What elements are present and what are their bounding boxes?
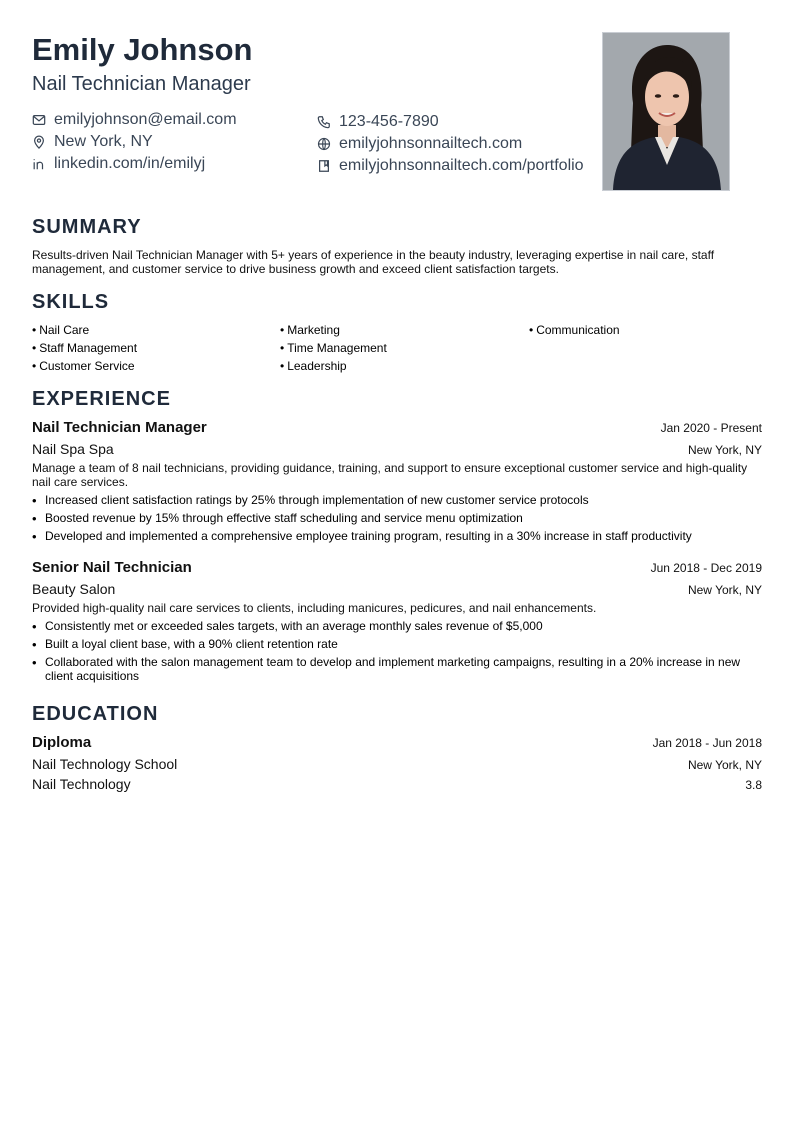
job-company: Nail Spa Spa xyxy=(32,441,114,457)
achievement-item: • Consistently met or exceeded sales targets, with an average monthly sales revenue of $5,000 xyxy=(32,619,762,633)
education-dates: Jan 2018 - Jun 2018 xyxy=(652,736,762,750)
school-location: New York, NY xyxy=(687,758,762,772)
mail-icon xyxy=(32,113,46,127)
skill-item: • Marketing xyxy=(280,323,340,337)
gpa-value: 3.8 xyxy=(745,778,762,792)
skills-grid xyxy=(32,323,762,383)
job-location: New York, NY xyxy=(687,443,762,457)
phone-icon xyxy=(317,115,331,129)
skill-item: • Customer Service xyxy=(32,359,135,373)
job-company: Beauty Salon xyxy=(32,581,116,597)
experience-entry xyxy=(32,559,762,683)
contact-location xyxy=(32,132,153,152)
website-text: emilyjohnsonnailtech.com xyxy=(339,135,523,152)
achievement-item: • Increased client satisfaction ratings by 25% through implementation of new customer service protocols xyxy=(32,493,762,507)
contact-phone[interactable] xyxy=(317,112,439,132)
skills-heading: SKILLS xyxy=(32,291,110,313)
job-title: Nail Technician Manager xyxy=(32,419,207,436)
skill-item: • Time Management xyxy=(280,341,387,355)
location-pin-icon xyxy=(32,135,46,149)
summary-section xyxy=(32,215,762,276)
profile-photo xyxy=(602,32,730,191)
contact-portfolio[interactable] xyxy=(317,156,584,176)
experience-heading: EXPERIENCE xyxy=(32,388,171,410)
achievement-item: • Collaborated with the salon management team to develop and implement marketing campaigns, resulting in a 20% increase in new client acquisitions xyxy=(32,655,762,683)
achievement-item: • Developed and implemented a comprehensive employee training program, resulting in a 30% increase in staff productivity xyxy=(32,529,762,543)
location-text: New York, NY xyxy=(54,133,153,150)
resume-header xyxy=(32,30,762,192)
degree-name: Diploma xyxy=(32,734,92,751)
job-dates: Jun 2018 - Dec 2019 xyxy=(650,561,762,575)
education-heading: EDUCATION xyxy=(32,703,159,725)
job-achievements xyxy=(32,619,762,683)
email-text: emilyjohnson@email.com xyxy=(54,111,237,128)
skill-item: • Nail Care xyxy=(32,323,90,337)
portfolio-icon xyxy=(317,159,331,173)
skills-section xyxy=(32,290,762,383)
linkedin-text: linkedin.com/in/emilyj xyxy=(54,155,206,172)
globe-icon xyxy=(317,137,331,151)
skill-item: • Communication xyxy=(529,323,620,337)
job-title: Senior Nail Technician xyxy=(32,559,192,576)
school-name: Nail Technology School xyxy=(32,756,178,772)
contact-website[interactable] xyxy=(317,134,522,154)
candidate-title: Nail Technician Manager xyxy=(32,73,251,95)
field-of-study: Nail Technology xyxy=(32,776,131,792)
experience-section xyxy=(32,387,762,683)
skill-item: • Staff Management xyxy=(32,341,138,355)
job-dates: Jan 2020 - Present xyxy=(660,421,762,435)
achievement-item: • Built a loyal client base, with a 90% client retention rate xyxy=(32,637,762,651)
job-achievements xyxy=(32,493,762,543)
phone-text: 123-456-7890 xyxy=(339,113,439,130)
job-description: Manage a team of 8 nail technicians, providing guidance, training, and support to ensure exceptional customer service and high-quality nail care services. xyxy=(32,461,748,489)
job-location: New York, NY xyxy=(687,583,762,597)
skill-item: • Leadership xyxy=(280,359,347,373)
summary-text: Results-driven Nail Technician Manager with 5+ years of experience in the beauty industry, leveraging expertise in nail care, staff management, and customer service to drive business growth and exceed client satisfaction targets. xyxy=(32,248,715,276)
resume-page xyxy=(32,30,762,792)
achievement-item: • Boosted revenue by 15% through effective staff scheduling and service menu optimization xyxy=(32,511,762,525)
contact-linkedin[interactable] xyxy=(32,154,205,174)
experience-entry xyxy=(32,419,762,543)
linkedin-icon xyxy=(32,157,46,171)
portfolio-text: emilyjohnsonnailtech.com/portfolio xyxy=(339,157,584,174)
candidate-name: Emily Johnson xyxy=(32,32,253,67)
summary-heading: SUMMARY xyxy=(32,216,142,238)
education-entry xyxy=(32,734,762,793)
contact-email[interactable] xyxy=(32,110,237,130)
job-description: Provided high-quality nail care services to clients, including manicures, pedicures, and nail enhancements. xyxy=(32,601,597,615)
education-section xyxy=(32,702,762,793)
